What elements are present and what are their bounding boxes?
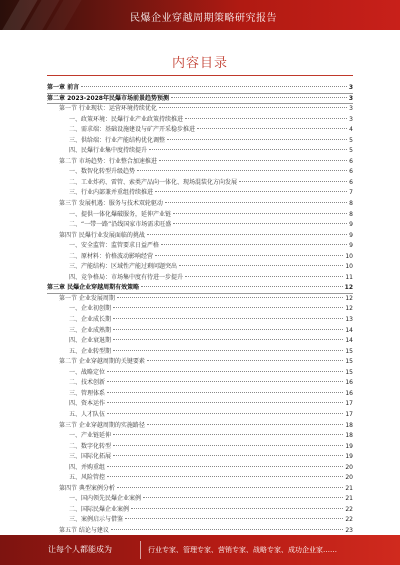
toc-entry-title: 第四节 典型案例分析 [59, 484, 115, 492]
toc-leader-dots [197, 128, 347, 129]
toc-entry-title: 四、民爆行业集中度持续提升 [69, 147, 148, 155]
report-header [0, 0, 400, 30]
toc-page-number: 21 [345, 495, 353, 503]
toc-leader-dots [161, 244, 347, 245]
toc-entry-title: 第一章 前言 [47, 84, 80, 91]
toc-page-number: 3 [349, 115, 353, 123]
toc-entry-title: 二、数字化转型 [69, 442, 112, 450]
toc-page-number: 23 [345, 526, 353, 534]
toc-entry-title: 二、技术创新 [69, 379, 106, 387]
toc-entry[interactable] [47, 484, 353, 495]
toc-entry-title: 第三节 企业穿越周期的实施路径 [59, 421, 145, 429]
toc-entry-title: 一、国内领先民爆企业案例 [69, 495, 142, 503]
report-footer [0, 535, 400, 565]
toc-leader-dots [185, 118, 347, 119]
toc-leader-dots [107, 371, 343, 372]
toc-page-number: 16 [345, 379, 353, 387]
footer-tagline: 行业专家、管理专家、营销专家、战略专家、成功企业家…… [148, 546, 337, 554]
toc-leader-dots [107, 381, 343, 382]
toc-entry-title: 第二节 市场趋势：行业整合加速推进 [59, 157, 157, 165]
toc-leader-dots [155, 255, 343, 256]
toc-entry[interactable] [47, 399, 353, 410]
toc-leader-dots [107, 476, 343, 477]
toc-leader-dots [171, 97, 347, 98]
toc-leader-dots [107, 413, 343, 414]
title-divider [47, 75, 353, 76]
toc-entry[interactable] [47, 125, 353, 136]
toc-page-number: 8 [349, 200, 353, 208]
toc-entry-title: 三、企业成熟期 [69, 326, 112, 334]
toc-page-number: 6 [349, 178, 353, 186]
toc-entry-title: 第一节 企业发展周期 [59, 294, 115, 302]
toc-leader-dots [107, 392, 343, 393]
toc-leader-dots [125, 518, 343, 519]
toc-page-number: 21 [345, 484, 353, 492]
toc-entry[interactable] [47, 146, 353, 157]
toc-entry[interactable] [47, 252, 353, 263]
toc-entry[interactable] [47, 494, 353, 505]
toc-entry-title: 三、国际化拓展 [69, 453, 112, 461]
toc-entry[interactable] [47, 83, 353, 94]
toc-entry[interactable] [47, 326, 353, 337]
toc-entry[interactable] [47, 241, 353, 252]
toc-entry[interactable] [47, 442, 353, 453]
toc-leader-dots [147, 360, 343, 361]
toc-page-number: 22 [345, 505, 353, 513]
toc-leader-dots [179, 265, 343, 266]
toc-entry[interactable] [47, 431, 353, 442]
toc-entry[interactable] [47, 188, 353, 199]
toc-page-number: 19 [345, 442, 353, 450]
toc-entry[interactable] [47, 199, 353, 210]
toc-entry[interactable] [47, 368, 353, 379]
toc-leader-dots [117, 487, 343, 488]
toc-entry-title: 一、企业初创期 [69, 305, 112, 313]
toc-leader-dots [111, 529, 343, 530]
toc-entry[interactable] [47, 452, 353, 463]
toc-entry-title: 二、需求端：基础设施建设与矿产开采稳步推进 [69, 126, 196, 134]
toc-entry-title: 第四节 民爆行业发展面临的挑战 [59, 231, 145, 239]
toc-page-number: 13 [345, 316, 353, 324]
toc-entry-title: 五、人才队伍 [69, 410, 106, 418]
toc-page-number: 4 [349, 126, 353, 134]
toc-entry-title: 一、数智化转型升级趋势 [69, 168, 136, 176]
toc-entry-title: 三、供给端：行业产能结构优化调整 [69, 136, 166, 144]
toc-leader-dots [239, 181, 347, 182]
toc-leader-dots [159, 107, 347, 108]
toc-entry-title: 一、战略定位 [69, 368, 106, 376]
toc-leader-dots [81, 86, 347, 87]
toc-leader-dots [107, 402, 343, 403]
toc-leader-dots [117, 297, 343, 298]
toc-entry-title: 二、企业成长期 [69, 316, 112, 324]
toc-entry-title: 第一节 行业现状：运营环境持续优化 [59, 105, 157, 113]
toc-leader-dots [167, 139, 347, 140]
toc-leader-dots [141, 286, 343, 287]
toc-leader-dots [173, 223, 347, 224]
toc-entry-title: 三、管理体系 [69, 389, 106, 397]
toc-entry[interactable] [47, 473, 353, 484]
toc-page-number: 10 [345, 263, 353, 271]
toc-entry[interactable] [47, 262, 353, 273]
toc-page-number: 6 [349, 157, 353, 165]
toc-entry-title: 五、风险管控 [69, 474, 106, 482]
toc-entry-title: 第二章 2023-2028年民爆市场前景趋势预测 [47, 94, 169, 102]
toc-entry[interactable] [47, 410, 353, 421]
toc-entry-title: 三、产能结构：区域性产能过剩问题突出 [69, 263, 178, 271]
toc-page-number: 10 [345, 252, 353, 260]
toc-page-number: 12 [345, 294, 353, 302]
toc-entry[interactable] [47, 505, 353, 516]
toc-entry-title: 一、政策环境：民爆行业产业政策持续推进 [69, 115, 184, 123]
toc-entry[interactable] [47, 421, 353, 432]
report-title: 民爆企业穿越周期策略研究报告 [130, 13, 277, 24]
toc-entry[interactable] [47, 378, 353, 389]
toc-entry-title: 三、行业内部兼并重组持续推进 [69, 189, 154, 197]
toc-entry-title: 二、国际民爆企业案例 [69, 505, 130, 513]
toc-entry-title: 第五节 结论与建议 [59, 526, 109, 534]
toc-leader-dots [113, 445, 343, 446]
toc-entry-title: 第三章 民爆企业穿越周期有效策略 [47, 284, 140, 292]
toc-entry[interactable] [47, 231, 353, 242]
toc-entry-title: 一、安全监管：监管要求日益严格 [69, 242, 160, 250]
toc-entry-title: 第二节 企业穿越周期的关键要素 [59, 358, 145, 366]
toc-entry[interactable] [47, 315, 353, 326]
toc-page-number: 11 [345, 273, 353, 281]
toc-entry-title: 四、资本运作 [69, 400, 106, 408]
toc-page-number: 17 [345, 410, 353, 418]
toc-entry[interactable] [47, 210, 353, 221]
toc-entry-title: 三、案例启示与借鉴 [69, 516, 124, 524]
toc-entry-title: 二、原材料：价格波动影响经营 [69, 252, 154, 260]
toc-leader-dots [159, 160, 347, 161]
toc-entry[interactable] [47, 357, 353, 368]
toc-entry[interactable] [47, 104, 353, 115]
toc-entry-title: 二、“一带一路”沿线国家市场需求旺盛 [69, 221, 172, 229]
toc-page-number: 15 [345, 358, 353, 366]
toc-leader-dots [143, 497, 343, 498]
toc-page-number: 7 [349, 189, 353, 197]
toc-page-number: 6 [349, 168, 353, 176]
toc-title: 内容目录 [171, 56, 228, 71]
toc-page-number: 5 [349, 147, 353, 155]
toc-leader-dots [173, 213, 347, 214]
toc-page-number: 9 [349, 242, 353, 250]
toc-page-number: 18 [345, 421, 353, 429]
toc-page-number: 8 [349, 210, 353, 218]
toc-page-number: 16 [345, 389, 353, 397]
toc-leader-dots [113, 455, 343, 456]
toc-page-number: 3 [349, 105, 353, 113]
toc-entry[interactable] [47, 389, 353, 400]
toc-page-number: 12 [345, 305, 353, 313]
toc-leader-dots [113, 329, 343, 330]
toc-leader-dots [137, 170, 347, 171]
toc-leader-dots [113, 434, 343, 435]
toc-leader-dots [147, 424, 343, 425]
toc-page-number: 18 [345, 432, 353, 440]
toc-leader-dots [107, 466, 343, 467]
toc-entry-title: 一、提供一体化爆破服务，延伸产业链 [69, 210, 172, 218]
toc-page-number: 19 [345, 453, 353, 461]
toc-entry[interactable] [47, 157, 353, 168]
toc-entry[interactable] [47, 178, 353, 189]
toc-page-number: 5 [349, 136, 353, 144]
toc-leader-dots [155, 191, 347, 192]
toc-page-number: 14 [345, 326, 353, 334]
toc-entry-title: 四、竞争格局：市场集中度有待进一步提升 [69, 273, 184, 281]
toc-page-number: 17 [345, 400, 353, 408]
toc-page-number: 3 [348, 94, 353, 102]
toc-entry[interactable] [47, 136, 353, 147]
toc-leader-dots [113, 318, 343, 319]
toc-leader-dots [165, 202, 347, 203]
table-of-contents [47, 83, 353, 547]
toc-entry[interactable] [47, 273, 353, 284]
toc-entry-title: 第三节 发展机遇：服务与技术双轮驱动 [59, 200, 163, 208]
toc-entry[interactable] [47, 294, 353, 305]
toc-entry-title: 五、企业转型期 [69, 347, 112, 355]
toc-leader-dots [185, 276, 343, 277]
toc-entry-title: 四、并购重组 [69, 463, 106, 471]
toc-entry[interactable] [47, 220, 353, 231]
toc-page-number: 20 [345, 474, 353, 482]
toc-entry[interactable] [47, 347, 353, 358]
toc-page-number: 15 [345, 368, 353, 376]
toc-page-number: 15 [345, 347, 353, 355]
toc-entry-title: 一、产业链延伸 [69, 432, 112, 440]
footer-slogan: 让每个人都能成为 [48, 545, 112, 554]
toc-leader-dots [113, 307, 343, 308]
toc-page-number: 9 [349, 231, 353, 239]
toc-entry[interactable] [47, 167, 353, 178]
toc-entry[interactable] [47, 283, 353, 294]
footer-divider [140, 541, 141, 559]
toc-entry[interactable] [47, 515, 353, 526]
toc-leader-dots [147, 234, 347, 235]
toc-entry[interactable] [47, 115, 353, 126]
toc-leader-dots [149, 149, 347, 150]
toc-leader-dots [131, 508, 343, 509]
toc-entry-title: 四、企业衰退期 [69, 337, 112, 345]
toc-leader-dots [113, 339, 343, 340]
toc-page-number: 22 [345, 516, 353, 524]
toc-page-number: 20 [345, 463, 353, 471]
toc-page-number: 9 [349, 221, 353, 229]
toc-entry[interactable] [47, 463, 353, 474]
toc-page-number: 14 [345, 337, 353, 345]
toc-entry[interactable] [47, 336, 353, 347]
toc-page-number: 3 [348, 84, 353, 91]
toc-entry[interactable] [47, 304, 353, 315]
toc-leader-dots [113, 350, 343, 351]
toc-entry[interactable] [47, 94, 353, 105]
toc-page-number: 12 [344, 284, 353, 292]
toc-entry-title: 二、工业炸药、雷管、索类产品向一体化、现场混装化方向发展 [69, 178, 238, 186]
